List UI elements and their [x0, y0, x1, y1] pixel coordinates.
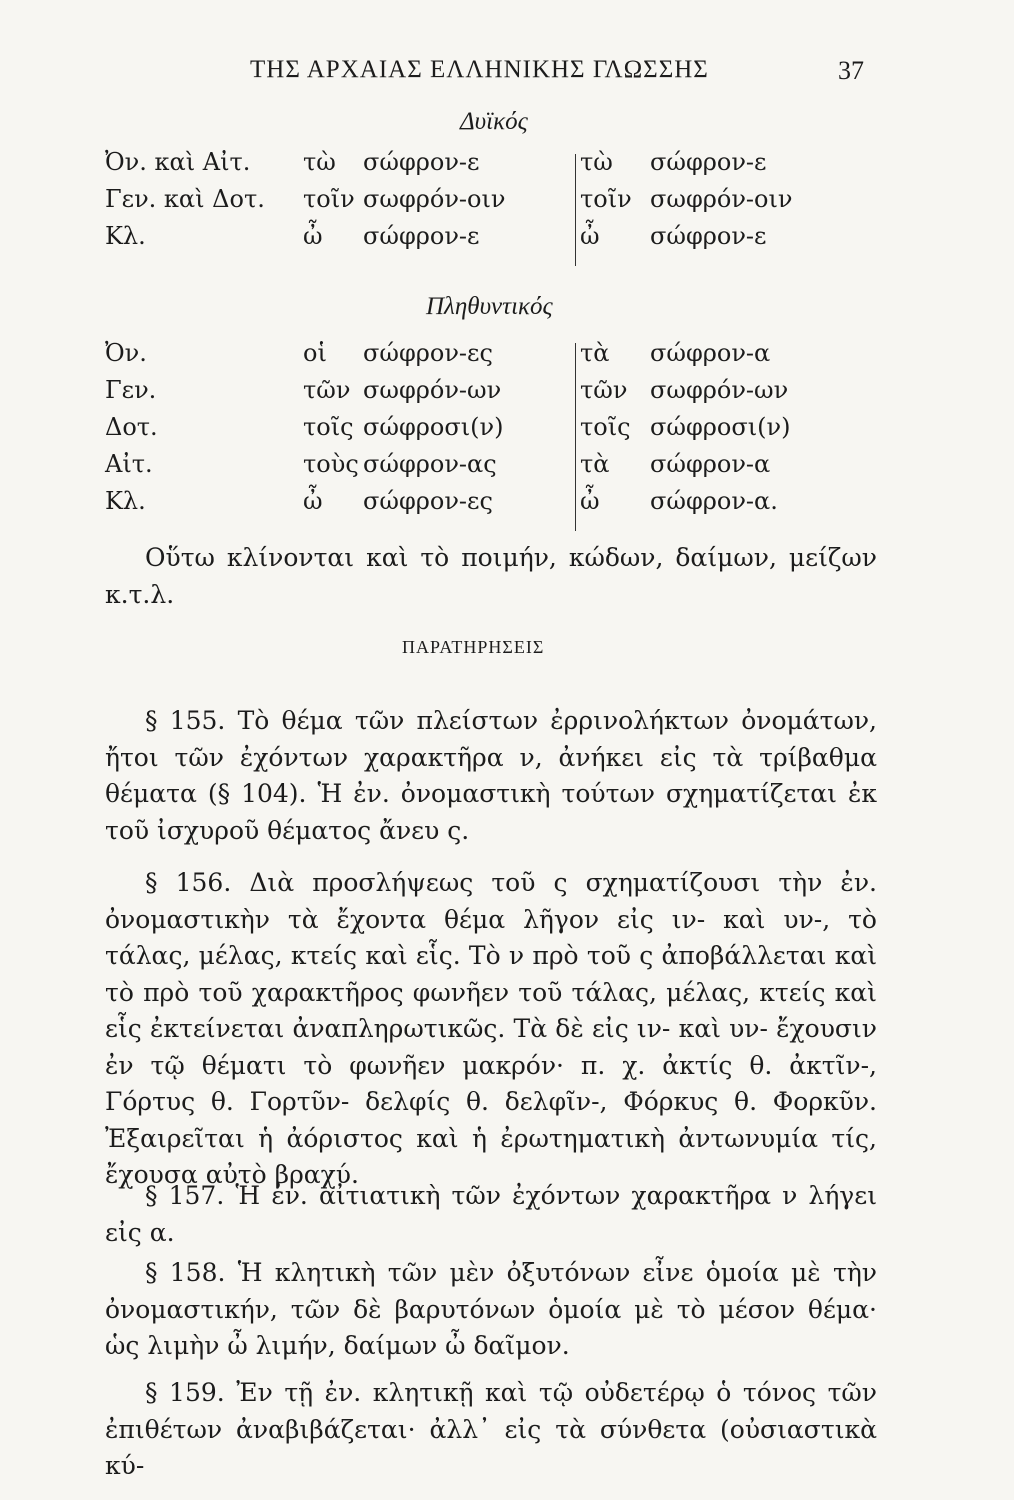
article-masc: τοῖς	[303, 413, 354, 441]
table-row	[105, 413, 905, 450]
declension-note	[105, 540, 877, 613]
case-label: Γεν.	[105, 376, 157, 404]
form-neut: σώφρον-ε	[650, 148, 767, 176]
dual-heading: Δυϊκός	[460, 108, 528, 135]
article-neut: τῶν	[580, 376, 628, 404]
form-masc: σώφρον-ας	[363, 450, 497, 478]
article-masc: οἱ	[303, 339, 327, 367]
section-text: § 157. Ἡ ἐν. αἰτιατικὴ τῶν ἐχόντων χαρακτῆρα ν λήγει εἰς α.	[105, 1181, 877, 1247]
section-155	[105, 703, 877, 849]
dual-declension-table	[105, 148, 905, 259]
page-number: 37	[838, 56, 864, 85]
case-label: Γεν. καὶ Δοτ.	[105, 185, 265, 213]
article-masc: ὦ	[303, 222, 323, 250]
case-label: Αἰτ.	[105, 450, 153, 478]
section-158	[105, 1255, 877, 1365]
table-row	[105, 222, 905, 259]
form-masc: σωφρόν-ων	[363, 376, 502, 404]
case-label: Δοτ.	[105, 413, 158, 441]
section-text: § 158. Ἡ κλητικὴ τῶν μὲν ὀξυτόνων εἶνε ὁμοία μὲ τὴν ὀνομαστικήν, τῶν δὲ βαρυτόνων ὁμοία μὲ τὸ μέσον θέμα· ὡς λιμὴν ὦ λιμήν, δαίμων ὦ δαῖμον.	[105, 1258, 877, 1360]
form-neut: σωφρόν-οιν	[650, 185, 793, 213]
form-neut: σώφρον-ε	[650, 222, 767, 250]
table-row	[105, 339, 905, 376]
case-label: Ὀν.	[105, 339, 147, 367]
case-label: Κλ.	[105, 487, 146, 515]
section-text: § 155. Τὸ θέμα τῶν πλείστων ἐρρινολήκτων ὀνομάτων, ἤτοι τῶν ἐχόντων χαρακτῆρα ν, ἀνήκει εἰς τὰ τρίβαθμα θέματα (§ 104). Ἡ ἐν. ὀνομαστικὴ τούτων σχηματίζεται ἐκ τοῦ ἰσχυροῦ θέματος ἄνευ ς.	[105, 706, 877, 845]
form-neut: σώφρον-α	[650, 450, 771, 478]
form-masc: σώφρον-ε	[363, 222, 480, 250]
plural-declension-table	[105, 339, 905, 524]
case-label: Ὀν. καὶ Αἰτ.	[105, 148, 251, 176]
form-masc: σώφροσι(ν)	[363, 413, 504, 441]
form-masc: σώφρον-ες	[363, 487, 493, 515]
article-neut: τοῖς	[580, 413, 631, 441]
section-text: § 156. Διὰ προσλήψεως τοῦ ς σχηματίζουσι τὴν ἐν. ὀνομαστικὴν τὰ ἔχοντα θέμα λῆγον εἰς ιν- καὶ υν-, τὸ τάλας, μέλας, κτείς καὶ εἷς. Τὸ ν πρὸ τοῦ ς ἀποβάλλεται καὶ τὸ πρὸ τοῦ χαρακτῆρος φωνῆεν τοῦ τάλας, μέλας, κτείς καὶ εἷς ἐκτείνεται ἀναπληρωτικῶς. Τὰ δὲ εἰς ιν- καὶ υν- ἔχουσιν ἐν τῷ θέματι τὸ φωνῆεν μακρόν· π. χ. ἀκτίς θ. ἀκτῖν-, Γόρτυς θ. Γορτῦν- δελφίς θ. δελφῖν-, Φόρκυς θ. Φορκῦν. Ἐξαιρεῖται ἡ ἀόριστος καὶ ἡ ἐρωτηματικὴ ἀντωνυμία τίς, ἔχουσα αὐτὸ βραχύ.	[105, 868, 877, 1189]
section-157	[105, 1178, 877, 1251]
table-row	[105, 148, 905, 185]
form-neut: σωφρόν-ων	[650, 376, 789, 404]
article-masc: τὼ	[303, 148, 336, 176]
table-row	[105, 487, 905, 524]
form-neut: σώφρον-α.	[650, 487, 778, 515]
form-neut: σώφροσι(ν)	[650, 413, 791, 441]
table-row	[105, 376, 905, 413]
form-masc: σώφρον-ε	[363, 148, 480, 176]
article-masc: τῶν	[303, 376, 351, 404]
article-neut: ὦ	[580, 487, 600, 515]
section-text: § 159. Ἐν τῇ ἐν. κλητικῇ καὶ τῷ οὐδετέρῳ ὁ τόνος τῶν ἐπιθέτων ἀναβιβάζεται· ἀλλ᾽ εἰς τὰ σύνθετα (οὐσιαστικὰ κύ-	[105, 1378, 877, 1480]
article-neut: τοῖν	[580, 185, 632, 213]
section-159	[105, 1375, 877, 1485]
article-masc: ὦ	[303, 487, 323, 515]
declension-note-text: Οὕτω κλίνονται καὶ τὸ ποιμήν, κώδων, δαίμων, μείζων κ.τ.λ.	[105, 543, 877, 609]
plural-heading: Πληθυντικός	[426, 293, 553, 320]
remarks-title: ΠΑΡΑΤΗΡΗΣΕΙΣ	[402, 637, 545, 657]
form-masc: σωφρόν-οιν	[363, 185, 506, 213]
table-row	[105, 450, 905, 487]
article-neut: τὰ	[580, 450, 610, 478]
table-row	[105, 185, 905, 222]
article-neut: τὼ	[580, 148, 613, 176]
case-label: Κλ.	[105, 222, 146, 250]
running-title: ΤΗΣ ΑΡΧΑΙΑΣ ΕΛΛΗΝΙΚΗΣ ΓΛΩΣΣΗΣ	[250, 56, 709, 83]
article-neut: τὰ	[580, 339, 610, 367]
article-masc: τοὺς	[303, 450, 359, 478]
section-156	[105, 865, 877, 1194]
form-masc: σώφρον-ες	[363, 339, 493, 367]
form-neut: σώφρον-α	[650, 339, 771, 367]
article-masc: τοῖν	[303, 185, 355, 213]
article-neut: ὦ	[580, 222, 600, 250]
